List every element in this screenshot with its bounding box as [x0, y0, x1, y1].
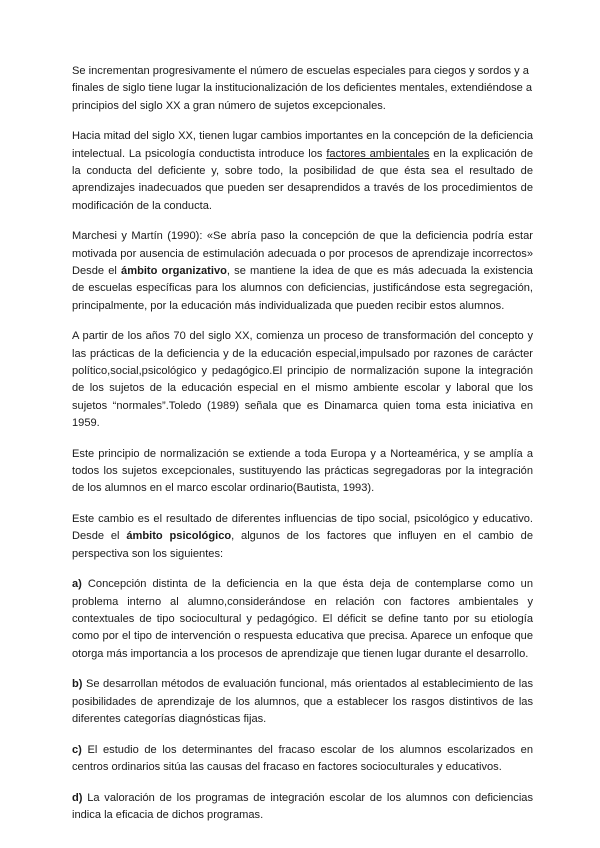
paragraph-3: [72, 228, 533, 314]
paragraph-6-text-end: , algunos de los factores que influyen en el cambio de perspectiva son los siguientes:: [72, 530, 533, 560]
paragraph-2: [72, 128, 533, 214]
paragraph-6: [72, 511, 533, 563]
list-item-text: El estudio de los determinantes del fracaso escolar de los alumnos escolarizados en centros ordinarios sitúa las causas del fracaso en factores socioculturales y educativos.: [72, 743, 533, 774]
paragraph-3-text-end: , se mantiene la idea de que es más adecuada la existencia de escuelas específicas para los alumnos con deficiencias, justificándose esta segregación, principalmente, por la educación más individualizada que pueden recibir estos alumnos.: [72, 264, 533, 312]
paragraph-2-text: Hacia mitad del siglo XX, tienen lugar cambios importantes en la concepción de la deficiencia intelectual. La psicología conductista introduce los: [72, 130, 533, 160]
paragraph-6-text: Este cambio es el resultado de diferentes influencias de tipo social, psicológico y educativo. Desde el: [72, 513, 533, 543]
factores-ambientales-link[interactable]: factores ambientales: [326, 147, 430, 160]
list-item-a: [72, 576, 533, 662]
paragraph-1: Se incrementan progresivamente el número de escuelas especiales para ciegos y sordos y a finales de siglo tiene lugar la institucionalización de los deficientes mentales, extendiéndose a principios del siglo XX a gran número de sujetos excepcionales.: [72, 65, 533, 112]
list-item-c: [72, 742, 533, 777]
paragraph-4: A partir de los años 70 del siglo XX, comienza un proceso de transformación del concepto y las prácticas de la deficiencia y de la educación especial,impulsado por razones de carácter político,social,psicológico y pedagógico.El principio de normalización supone la integración de los sujetos de la educación especial en el mismo ambiente escolar y laboral que los sujetos “normales”.Toledo (1989) señala que es Dinamarca quien toma esta iniciativa en 1959.: [72, 330, 533, 429]
ambito-psicologico-term: ámbito psicológico: [126, 530, 232, 543]
list-marker: b): [72, 678, 83, 691]
list-item-text: Concepción distinta de la deficiencia en la que ésta deja de contemplarse como un problema interno al alumno,considerándose en relación con factores ambientales y contextuales de tipo sociocultural y pedagógico. El déficit se define tanto por su etiología como por el tipo de intervención o respuesta educativa que precisa. Aparece un enfoque que otorga más importancia a los procesos de aprendizaje que tienen lugar durante el desarrollo.: [72, 578, 533, 660]
list-item-d: [72, 790, 533, 825]
document-body: [72, 63, 533, 838]
paragraph-5: Este principio de normalización se extiende a toda Europa y a Norteamérica, y se amplía a todos los sujetos excepcionales, sustituyendo las prácticas segregadoras por la integración de los alumnos en el marco escolar ordinario(Bautista, 1993).: [72, 447, 533, 495]
list-marker: c): [72, 743, 82, 756]
paragraph-2-text-end: en la explicación de la conducta del deficiente y, sobre todo, la posibilidad de que ésta sea el resultado de aprendizajes inadecuados que pueden ser desaprendidos a través de los procedimientos de modificación de la conducta.: [72, 147, 533, 212]
list-item-b: [72, 676, 533, 728]
ambito-organizativo-term: ámbito organizativo: [121, 264, 227, 277]
paragraph-3-text: Marchesi y Martín (1990): «Se abría paso la concepción de que la deficiencia podría estar motivada por ausencia de estimulación adecuada o por procesos de aprendizaje incorrectos» Desde el: [72, 230, 533, 277]
list-marker: a): [72, 578, 82, 591]
list-marker: d): [72, 791, 83, 804]
list-item-text: La valoración de los programas de integración escolar de los alumnos con deficiencias indica la eficacia de dichos programas.: [72, 791, 533, 822]
list-item-text: Se desarrollan métodos de evaluación funcional, más orientados al establecimiento de las posibilidades de aprendizaje de los alumnos, que a establecer los rasgos distintivos de las diferentes categorías diagnósticas fijas.: [72, 678, 533, 725]
